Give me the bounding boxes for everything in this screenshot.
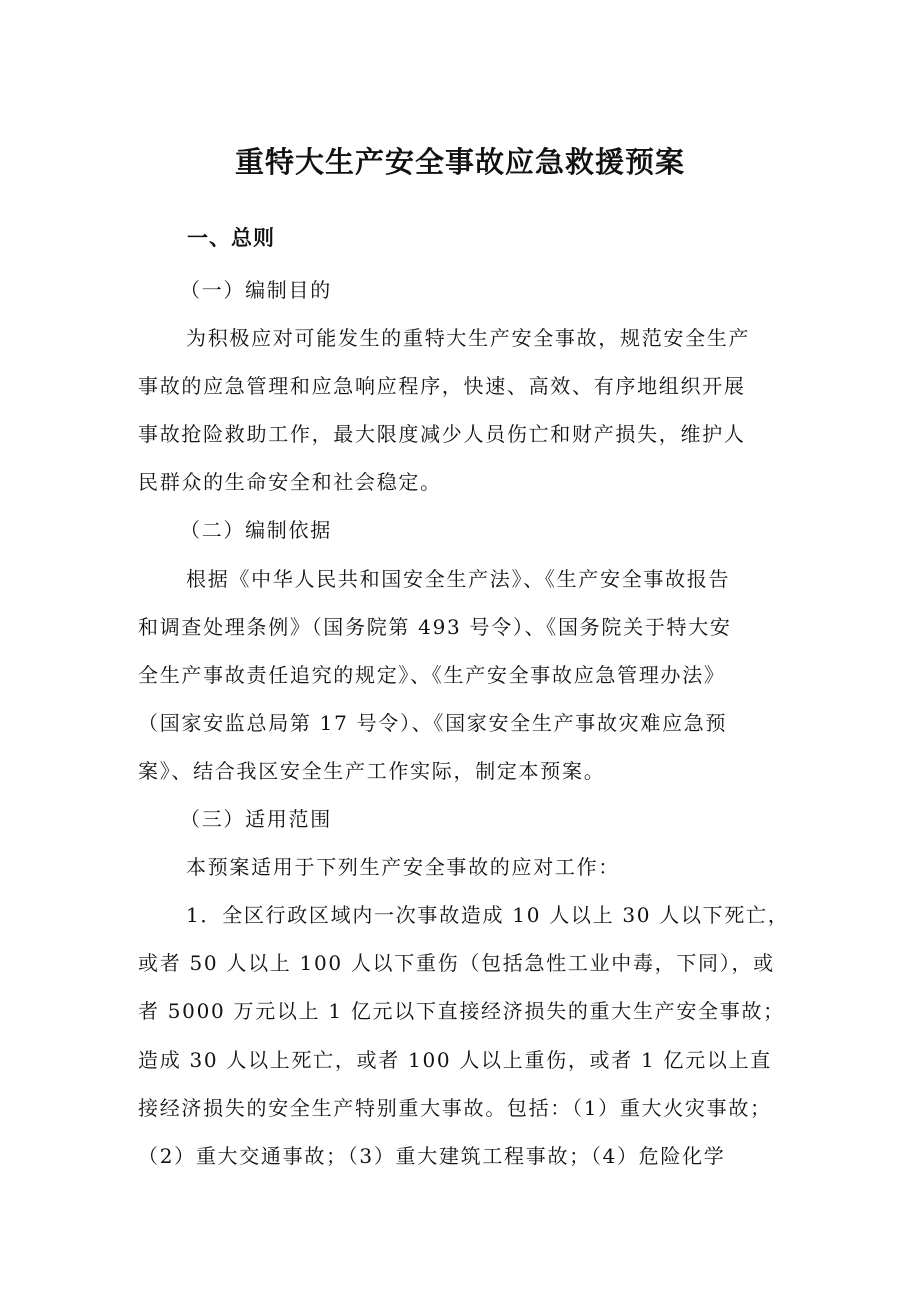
paragraph-line: 1．全区行政区域内一次事故造成 10 人以上 30 人以下死亡，: [186, 903, 790, 928]
section-heading-general: 一、总则: [187, 226, 275, 250]
subsection-heading-purpose: （一）编制目的: [180, 278, 332, 302]
paragraph-line: 事故的应急管理和应急响应程序，快速、高效、有序地组织开展: [138, 374, 746, 399]
paragraph-line: 全生产事故责任追究的规定》、《生产安全事故应急管理办法》: [138, 662, 726, 687]
paragraph-line: 本预案适用于下列生产安全事故的应对工作：: [186, 855, 620, 880]
paragraph-line: 民群众的生命安全和社会稳定。: [138, 470, 442, 495]
paragraph-line: 接经济损失的安全生产特别重大事故。包括：（1）重大火灾事故；: [138, 1095, 772, 1120]
paragraph-line: 为积极应对可能发生的重特大生产安全事故，规范安全生产: [186, 326, 751, 351]
subsection-heading-scope: （三）适用范围: [180, 807, 332, 832]
paragraph-line: 者 5000 万元以上 1 亿元以下直接经济损失的重大生产安全事故；: [138, 999, 785, 1024]
paragraph-line: （国家安监总局第 17 号令）、《国家安全生产事故灾难应急预: [138, 710, 728, 735]
paragraph-line: 事故抢险救助工作，最大限度减少人员伤亡和财产损失，维护人: [138, 422, 746, 447]
document-title: 重特大生产安全事故应急救援预案: [234, 145, 685, 179]
paragraph-line: （2）重大交通事故；（3）重大建筑工程事故；（4）危险化学: [138, 1143, 726, 1168]
subsection-heading-basis: （二）编制依据: [180, 518, 332, 543]
document-body: [138, 266, 790, 1180]
paragraph-line: 根据《中华人民共和国安全生产法》、《生产安全事故报告: [186, 566, 731, 591]
paragraph-line: 或者 50 人以上 100 人以下重伤（包括急性工业中毒，下同），或: [138, 951, 775, 976]
paragraph-line: 造成 30 人以上死亡，或者 100 人以上重伤，或者 1 亿元以上直: [138, 1047, 772, 1072]
paragraph-line: 案》、结合我区安全生产工作实际，制定本预案。: [138, 758, 606, 783]
paragraph-line: 和调查处理条例》（国务院第 493 号令）、《国务院关于特大安: [138, 614, 732, 639]
